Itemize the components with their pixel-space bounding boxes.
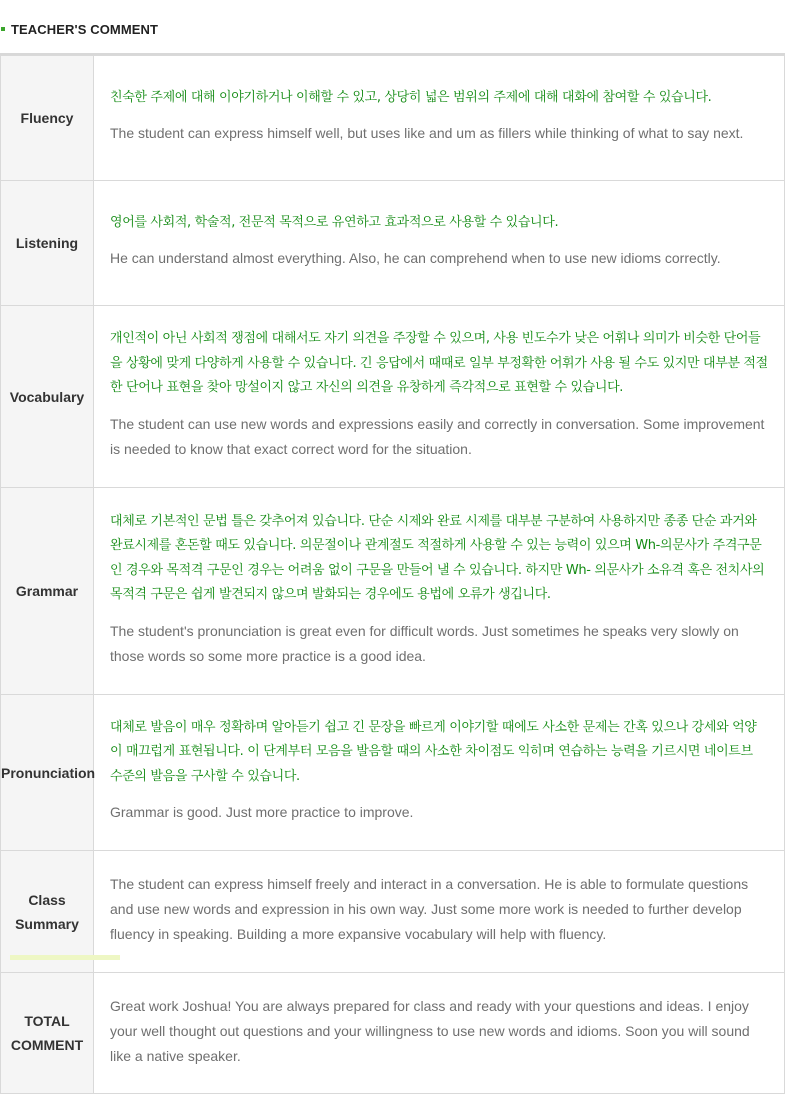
row-label-pronunciation (1, 695, 94, 851)
korean-comment: 영어를 사회적, 학술적, 전문적 목적으로 유연하고 효과적으로 사용할 수 있습니다. (110, 214, 559, 230)
section-title: TEACHER'S COMMENT (11, 21, 159, 37)
table-row-grammar (1, 488, 785, 695)
teacher-comment-table (0, 55, 785, 1094)
english-comment: Great work Joshua! You are always prepared for class and ready with your questions and ideas. I enjoy your well thought out questions and your willingness to use new words and idioms. Soon you will sound like a native speaker. (110, 997, 750, 1064)
row-label-vocabulary (1, 306, 94, 488)
row-label-line2: Summary (15, 915, 79, 932)
english-comment: The student's pronunciation is great even for difficult words. Just sometimes he speaks very slowly on those words so some more practice is a good idea. (110, 622, 739, 664)
korean-comment: 대체로 발음이 매우 정확하며 알아듣기 쉽고 긴 문장을 빠르게 이야기할 때에도 사소한 문제는 간혹 있으나 강세와 억양이 매끄럽게 표현됩니다. 이 단계부터 모음을 발음할 때의 사소한 차이점도 익히며 연습하는 능력을 기르시면 네이트브 수준의 발음을 구사할 수 있습니다. (110, 719, 757, 784)
row-label-text: Grammar (15, 583, 79, 599)
row-label-grammar (1, 488, 94, 695)
row-content-listening (94, 181, 785, 306)
row-label-line1: TOTAL (24, 1013, 70, 1029)
table-row-pronunciation (1, 695, 785, 851)
table-row-fluency (1, 56, 785, 181)
row-label-text: Listening (15, 235, 79, 251)
row-content-fluency (94, 56, 785, 181)
header-bullet-icon (1, 27, 5, 31)
row-content-vocabulary (94, 306, 785, 488)
row-content-class-summary (94, 851, 785, 973)
english-comment: He can understand almost everything. Also, he can comprehend when to use new idioms correctly. (110, 250, 721, 267)
korean-comment: 개인적이 아닌 사회적 쟁점에 대해서도 자기 의견을 주장할 수 있으며, 사용 빈도수가 낮은 어휘나 의미가 비슷한 단어들을 상황에 맞게 다양하게 사용할 수 있습니다. 긴 응답에서 때때로 일부 부정확한 어휘가 사용 될 수도 있지만 대부분 적절한 단어나 표현을 찾아 망설이지 않고 자신의 의견을 유창하게 즉각적으로 표현할 수 있습니다. (110, 331, 768, 396)
row-label-line1: Class (28, 891, 66, 908)
next-section-marker (10, 955, 120, 960)
table-row-listening (1, 181, 785, 306)
row-label-text: Vocabulary (9, 388, 85, 405)
row-content-total-comment (94, 973, 785, 1094)
korean-comment: 대체로 기본적인 문법 틀은 갖추어져 있습니다. 단순 시제와 완료 시제를 대부분 구분하여 사용하지만 종종 단순 과거와 완료시제를 혼돈할 때도 있습니다. 의문절이나 관계절도 적절하게 사용할 수 있는 능력이 있으며 Wh-의문사가 주격구문인 경우와 목적격 구문인 경우는 어려움 없이 구문을 만들어 낼 수 있습니다. 하지만 Wh- 의문사가 소유격 혹은 전치사의 목적격 구문은 쉽게 발견되지 않으며 발화되는 경우에도 용법에 오류가 생깁니다. (110, 513, 765, 602)
korean-comment: 친숙한 주제에 대해 이야기하거나 이해할 수 있고, 상당히 넓은 범위의 주제에 대해 대화에 참여할 수 있습니다. (110, 89, 712, 105)
table-row-total-comment (1, 973, 785, 1094)
table-row-vocabulary (1, 306, 785, 488)
row-content-pronunciation (94, 695, 785, 851)
english-comment: The student can express himself freely and interact in a conversation. He is able to formulate questions and use new words and expression in his own way. Just some more work is needed to further develop fluency in speaking. Building a more expansive vocabulary will help with fluency. (110, 876, 749, 942)
row-label-text: Pronunciation (1, 764, 96, 781)
row-label-fluency (1, 56, 94, 181)
row-label-line2: COMMENT (10, 1037, 84, 1053)
row-label-total-comment (1, 973, 94, 1094)
english-comment: The student can use new words and expressions easily and correctly in conversation. Some improvement is needed to know that exact correct word for the situation. (110, 415, 765, 457)
english-comment: The student can express himself well, but uses like and um as fillers while thinking of what to say next. (110, 125, 744, 142)
english-comment: Grammar is good. Just more practice to improve. (110, 804, 414, 821)
section-header (0, 18, 158, 40)
row-label-listening (1, 181, 94, 306)
row-label-text: Fluency (20, 110, 74, 126)
row-content-grammar (94, 488, 785, 695)
